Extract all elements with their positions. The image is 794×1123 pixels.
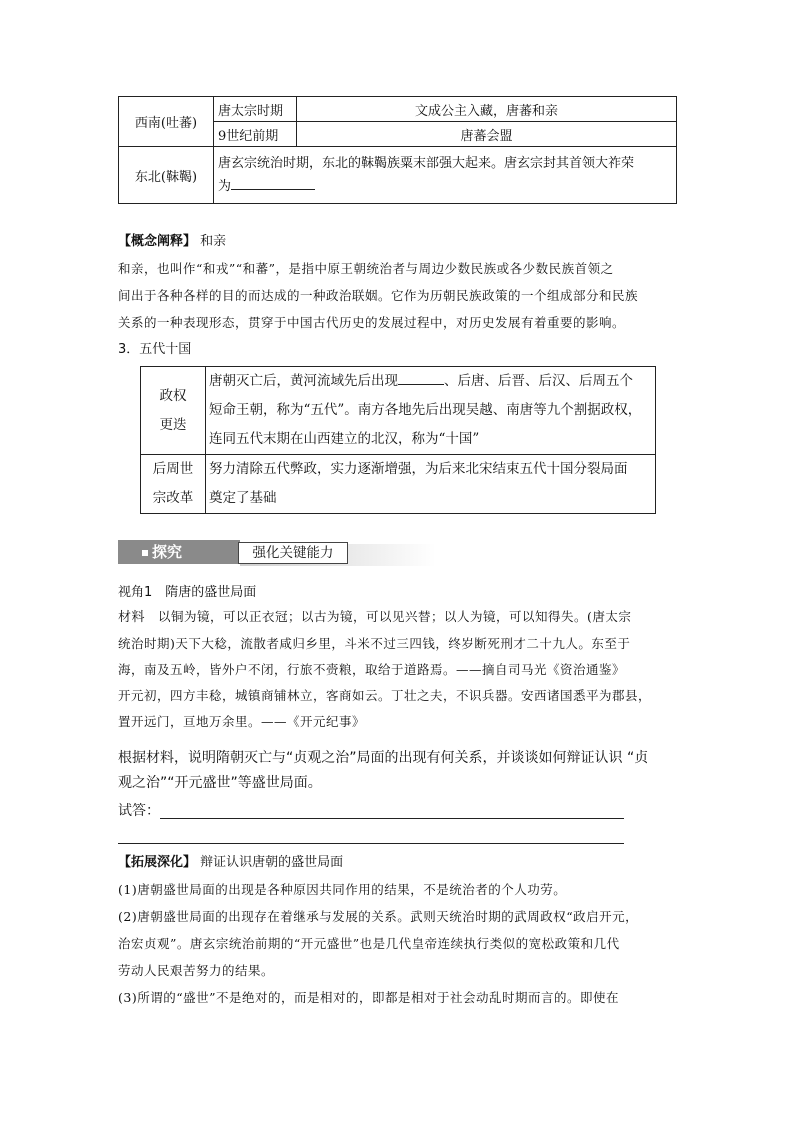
description-text: 唐玄宗统治时期，东北的靺鞨族粟末部强大起来。唐玄宗封其首领大祚荣: [218, 155, 635, 171]
description-cell: [214, 147, 677, 204]
content-cell: [206, 367, 656, 455]
concept-heading: 【概念阐释】: [118, 234, 197, 249]
table-row: [119, 147, 677, 204]
table-row: [141, 367, 656, 455]
expand-line: (3)所谓的“盛世”不是绝对的，而是相对的，即都是相对于社会动乱时期而言的。即使在: [118, 990, 619, 1005]
section-banner: [118, 540, 436, 566]
concept-heading-line: [118, 231, 226, 252]
region-cell: 东北(靺鞨): [119, 147, 214, 204]
content-text: 奠定了基础: [209, 490, 277, 506]
region-cell: 西南(吐蕃): [119, 97, 214, 147]
concept-body: [118, 255, 688, 336]
banner-subtitle: 强化关键能力: [238, 542, 348, 564]
material-line: 开元初，四方丰稔，城镇商铺林立，客商如云。丁壮之夫，不识兵器。安西诸国悉平为郡县，: [118, 688, 652, 703]
material-line: 海，南及五岭，皆外户不闭，行旅不赍粮，取给于道路焉。——摘自司马光《资治通鉴》: [118, 662, 626, 677]
material-block: [118, 604, 693, 735]
regions-table: [118, 96, 677, 204]
row-label-cell: [141, 367, 206, 455]
row-label: 后周世: [152, 461, 194, 477]
fill-blank[interactable]: [231, 175, 315, 190]
concept-term: 和亲: [200, 234, 227, 249]
concept-line: 关系的一种表现形态，贯穿于中国古代历史的发展过程中，对历史发展有着重要的影响。: [118, 315, 626, 330]
expand-line: 治宏贞观”。唐玄宗统治前期的“开元盛世”也是几代皇帝连续执行类似的宽松政策和几代: [118, 936, 620, 951]
period-cell: 唐太宗时期: [214, 97, 297, 122]
content-text: 、后唐、后晋、后汉、后周五个: [444, 373, 633, 389]
expand-heading-line: [118, 853, 343, 873]
section-title: 3．五代十国: [118, 342, 192, 357]
question-line: 根据材料，说明隋朝灭亡与“贞观之治”局面的出现有何关系，并谈谈如何辩证认识 “贞: [118, 750, 649, 766]
expand-line: (2)唐朝盛世局面的出现存在着继承与发展的关系。武则天统治时期的武周政权“政启开元，: [118, 909, 639, 924]
period-cell: 9世纪前期: [214, 122, 297, 147]
table-row: [119, 97, 677, 122]
expand-body: [118, 876, 693, 1011]
table-row: [141, 455, 656, 514]
expand-line: (1)唐朝盛世局面的出现是各种原因共同作用的结果，不是统治者的个人功劳。: [118, 882, 567, 897]
material-line: 统治时期)天下大稔，流散者咸归乡里，斗米不过三四钱，终岁断死刑才二十九人。东至于: [118, 636, 631, 651]
five-dynasties-table: [140, 366, 656, 514]
material-line: 置开远门，亘地万余里。——《开元纪事》: [118, 714, 366, 729]
content-cell: [206, 455, 656, 514]
banner-label: 探究: [152, 543, 183, 561]
concept-line: 和亲，也叫作“和戎”“和蕃”，是指中原王朝统治者与周边少数民族或各少数民族首领之: [118, 261, 614, 276]
description-text: 为: [218, 178, 232, 194]
event-cell: 文成公主入藏，唐蕃和亲: [297, 97, 677, 122]
material-line: 以铜为镜，可以正衣冠；以古为镜，可以见兴替；以人为镜，可以知得失。(唐太宗: [145, 609, 632, 624]
content-text: 唐朝灭亡后，黄河流域先后出现: [209, 373, 398, 389]
concept-line: 间出于各种各样的目的而达成的一种政治联姻。它作为历朝民族政策的一个组成部分和民族: [118, 288, 639, 303]
content-text: 短命王朝，称为“五代”。南方各地先后出现吴越、南唐等九个割据政权，: [209, 402, 642, 418]
expand-line: 劳动人民艰苦努力的结果。: [118, 963, 275, 978]
fill-blank[interactable]: [398, 370, 444, 385]
question-line: 观之治”“开元盛世”等盛世局面。: [118, 775, 322, 791]
row-label: 更迭: [159, 416, 187, 433]
answer-line[interactable]: [160, 818, 624, 819]
content-text: 努力清除五代弊政，实力逐渐增强，为后来北宋结束五代十国分裂局面: [209, 461, 628, 477]
expand-title: 辩证认识唐朝的盛世局面: [200, 855, 344, 870]
viewpoint-title: 视角1 隋唐的盛世局面: [118, 585, 257, 600]
square-icon: [142, 550, 148, 556]
row-label: 宗改革: [152, 490, 194, 506]
expand-heading: 【拓展深化】: [118, 855, 197, 870]
question-block: [118, 746, 693, 796]
material-lead: 材料: [118, 610, 146, 625]
answer-line[interactable]: [118, 843, 624, 844]
answer-label: 试答：: [118, 803, 160, 819]
row-label: 政权: [159, 387, 187, 404]
content-text: 连同五代末期在山西建立的北汉，称为“十国”: [209, 431, 480, 447]
row-label-cell: [141, 455, 206, 514]
event-cell: 唐蕃会盟: [297, 122, 677, 147]
